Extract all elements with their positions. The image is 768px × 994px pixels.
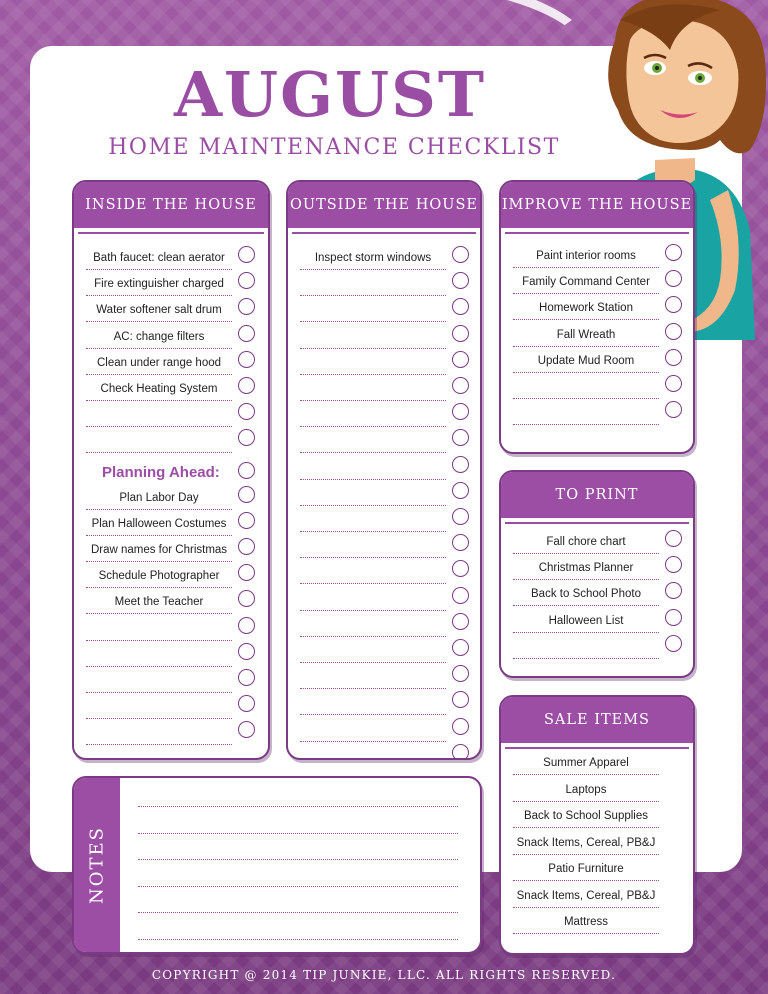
item-label: Fall Wreath — [556, 328, 616, 341]
dotted-line — [300, 610, 446, 611]
dotted-line — [86, 374, 232, 375]
dotted-line — [300, 295, 446, 296]
list-item — [513, 405, 659, 425]
dotted-line — [86, 348, 232, 349]
list-item — [300, 381, 446, 401]
checkbox-circle[interactable] — [452, 665, 469, 682]
list-item — [86, 621, 232, 641]
dotted-line — [300, 452, 446, 453]
checkbox-circle[interactable] — [665, 296, 682, 313]
list-item — [86, 673, 232, 693]
dotted-line — [86, 509, 232, 510]
list-item — [513, 353, 659, 373]
list-item — [513, 861, 659, 881]
dotted-line — [513, 267, 659, 268]
list-item — [86, 381, 232, 401]
checkbox-circle[interactable] — [665, 556, 682, 573]
list-item — [300, 538, 446, 558]
checkbox-circle[interactable] — [452, 534, 469, 551]
item-label: Clean under range hood — [96, 356, 222, 369]
item-label: Inspect storm windows — [314, 252, 432, 264]
list-item — [300, 591, 446, 611]
checkbox-circle[interactable] — [238, 695, 255, 712]
dotted-line — [513, 346, 659, 347]
dotted-line — [86, 561, 232, 562]
notes-line[interactable] — [138, 859, 458, 860]
checkbox-circle[interactable] — [238, 325, 255, 342]
panel-header — [74, 182, 268, 230]
dotted-line — [300, 636, 446, 637]
list-item — [300, 643, 446, 663]
dotted-line — [300, 321, 446, 322]
to-print-title: TO PRINT — [555, 487, 639, 503]
list-item — [86, 647, 232, 667]
dotted-line — [513, 319, 659, 320]
list-item — [86, 594, 232, 614]
list-item — [86, 355, 232, 375]
dotted-line — [86, 613, 232, 614]
planning-ahead-label: Planning Ahead: — [102, 463, 220, 481]
dotted-line — [513, 398, 659, 399]
list-item — [300, 669, 446, 689]
dotted-line — [513, 933, 659, 934]
list-item — [300, 355, 446, 375]
list-item — [513, 560, 659, 580]
panel-header — [288, 182, 480, 230]
list-item — [513, 534, 659, 554]
item-label: Fire extinguisher charged — [94, 278, 224, 291]
checkbox-circle[interactable] — [238, 721, 255, 738]
page-title: AUGUST — [173, 58, 487, 131]
notes-title: NOTES — [86, 826, 108, 904]
item-label: Paint interior rooms — [536, 250, 636, 262]
dotted-line — [86, 452, 232, 453]
list-item — [513, 379, 659, 399]
inside-the-house-panel — [72, 180, 270, 760]
page-subtitle: HOME MAINTENANCE CHECKLIST — [108, 135, 560, 160]
checkbox-circle[interactable] — [452, 587, 469, 604]
dotted-line — [300, 583, 446, 584]
item-label: Draw names for Christmas — [90, 544, 228, 556]
dotted-line — [300, 400, 446, 401]
dotted-line — [300, 714, 446, 715]
item-label: Plan Labor Day — [119, 491, 199, 504]
checkbox-circle[interactable] — [452, 613, 469, 630]
checkbox-circle[interactable] — [238, 617, 255, 634]
dotted-line — [513, 880, 659, 881]
checkbox-circle[interactable] — [238, 669, 255, 686]
copyright-text: COPYRIGHT @ 2014 TIP JUNKIE, LLC. ALL RIGHTS RESERVED. — [151, 968, 617, 982]
list-item — [300, 407, 446, 427]
list-item — [300, 433, 446, 453]
list-item — [86, 250, 232, 270]
list-item — [86, 329, 232, 349]
checkbox-circle[interactable] — [665, 323, 682, 340]
item-label: Laptops — [565, 783, 607, 796]
notes-line[interactable] — [138, 912, 458, 913]
dotted-line — [513, 424, 659, 425]
checkbox-circle[interactable] — [665, 609, 682, 626]
checkbox-circle[interactable] — [238, 590, 255, 607]
checkbox-circle[interactable] — [238, 377, 255, 394]
checkbox-circle[interactable] — [665, 635, 682, 652]
list-item — [513, 613, 659, 633]
item-label: Bath faucet: clean aerator — [93, 252, 225, 264]
dotted-line — [86, 535, 232, 536]
list-item — [300, 460, 446, 480]
panel-header — [501, 182, 693, 230]
list-item — [300, 722, 446, 742]
dotted-line — [513, 605, 659, 606]
checkbox-circle[interactable] — [452, 482, 469, 499]
checkbox-circle[interactable] — [452, 403, 469, 420]
item-label: Christmas Planner — [538, 562, 634, 575]
notes-panel — [72, 776, 482, 954]
checkbox-circle[interactable] — [238, 512, 255, 529]
dotted-line — [300, 479, 446, 480]
notes-line[interactable] — [138, 886, 458, 887]
panel-header — [501, 472, 693, 520]
item-label: Back to School Photo — [531, 588, 641, 601]
item-label: Fall chore chart — [546, 536, 626, 548]
list-item — [300, 302, 446, 322]
checkbox-circle[interactable] — [238, 272, 255, 289]
checkbox-circle[interactable] — [665, 244, 682, 261]
item-label: Halloween List — [548, 614, 624, 627]
item-label: Back to School Supplies — [523, 810, 649, 822]
list-item — [86, 516, 232, 536]
outside-the-house-panel — [286, 180, 482, 760]
improve-the-house-panel — [499, 180, 695, 454]
outside-title: OUTSIDE THE HOUSE — [289, 197, 479, 213]
list-item — [513, 808, 659, 828]
sale-items-panel — [499, 695, 695, 955]
dotted-line — [300, 557, 446, 558]
checkbox-circle[interactable] — [238, 538, 255, 555]
item-label: AC: change filters — [113, 330, 205, 343]
list-item — [513, 639, 659, 659]
list-item — [513, 300, 659, 320]
checkbox-circle[interactable] — [238, 403, 255, 420]
checkbox-circle[interactable] — [452, 691, 469, 708]
list-item — [513, 755, 659, 775]
list-item — [300, 250, 446, 270]
notes-line[interactable] — [138, 833, 458, 834]
list-item — [513, 274, 659, 294]
dotted-line — [86, 718, 232, 719]
item-label: Water softener salt drum — [96, 304, 222, 317]
list-item — [86, 699, 232, 719]
checkbox-circle[interactable] — [452, 325, 469, 342]
dotted-line — [513, 854, 659, 855]
list-item — [86, 433, 232, 453]
dotted-line — [300, 531, 446, 532]
to-print-panel — [499, 470, 695, 678]
checkbox-circle[interactable] — [665, 582, 682, 599]
checkbox-circle[interactable] — [238, 429, 255, 446]
list-item — [300, 748, 446, 760]
dotted-line — [86, 744, 232, 745]
list-item — [513, 835, 659, 855]
sale-title: SALE ITEMS — [544, 712, 650, 728]
checkbox-circle[interactable] — [452, 639, 469, 656]
list-item — [513, 888, 659, 908]
checkbox-circle[interactable] — [238, 486, 255, 503]
dotted-line — [86, 295, 232, 296]
checkbox-circle[interactable] — [452, 744, 469, 760]
checkbox-circle[interactable] — [665, 270, 682, 287]
improve-title: IMPROVE THE HOUSE — [501, 197, 693, 213]
checkbox-circle[interactable] — [665, 530, 682, 547]
list-item — [513, 914, 659, 934]
list-item — [300, 695, 446, 715]
dotted-line — [300, 741, 446, 742]
dotted-line — [513, 658, 659, 659]
list-item — [86, 725, 232, 745]
dotted-line — [86, 269, 232, 270]
checkbox-circle[interactable] — [452, 560, 469, 577]
checkbox-circle[interactable] — [238, 643, 255, 660]
checkbox-circle[interactable] — [452, 272, 469, 289]
checkbox-circle[interactable] — [238, 351, 255, 368]
list-item — [300, 564, 446, 584]
checkbox-circle[interactable] — [452, 429, 469, 446]
dotted-line — [300, 662, 446, 663]
dotted-line — [86, 426, 232, 427]
dotted-line — [513, 293, 659, 294]
notes-line[interactable] — [138, 939, 458, 940]
checkbox-circle[interactable] — [452, 351, 469, 368]
item-label: Family Command Center — [522, 276, 650, 289]
list-item — [513, 782, 659, 802]
item-label: Snack Items, Cereal, PB&J — [516, 889, 656, 902]
dotted-line — [86, 640, 232, 641]
dotted-line — [300, 688, 446, 689]
list-item — [86, 542, 232, 562]
notes-tab — [74, 778, 120, 952]
item-label: Patio Furniture — [548, 863, 624, 875]
list-item — [86, 407, 232, 427]
dotted-line — [86, 692, 232, 693]
checkbox-circle[interactable] — [452, 377, 469, 394]
dotted-line — [86, 587, 232, 588]
inside-title: INSIDE THE HOUSE — [85, 197, 257, 213]
dotted-line — [300, 374, 446, 375]
list-item — [300, 329, 446, 349]
dotted-line — [513, 774, 659, 775]
checkbox-circle[interactable] — [238, 246, 255, 263]
checkbox-circle[interactable] — [452, 456, 469, 473]
checkbox-circle[interactable] — [452, 508, 469, 525]
dotted-line — [300, 505, 446, 506]
list-item — [300, 486, 446, 506]
list-item — [86, 568, 232, 588]
dotted-line — [513, 372, 659, 373]
checkbox-circle[interactable] — [238, 298, 255, 315]
checkbox-circle[interactable] — [665, 401, 682, 418]
dotted-line — [513, 801, 659, 802]
dotted-line — [86, 666, 232, 667]
list-item — [300, 617, 446, 637]
checkbox-circle[interactable] — [452, 718, 469, 735]
dotted-line — [86, 400, 232, 401]
item-label: Check Heating System — [100, 383, 218, 395]
list-item — [300, 512, 446, 532]
checkbox-circle[interactable] — [665, 375, 682, 392]
list-item — [513, 327, 659, 347]
dotted-line — [513, 907, 659, 908]
panel-header — [501, 697, 693, 745]
dotted-line — [513, 827, 659, 828]
item-label: Plan Halloween Costumes — [91, 517, 227, 530]
checkbox-circle[interactable] — [665, 349, 682, 366]
list-item — [513, 248, 659, 268]
item-label: Homework Station — [539, 302, 633, 315]
notes-line[interactable] — [138, 806, 458, 807]
checkbox-circle[interactable] — [452, 246, 469, 263]
item-label: Snack Items, Cereal, PB&J — [516, 836, 656, 849]
checkbox-circle[interactable] — [452, 298, 469, 315]
dotted-line — [513, 553, 659, 554]
item-label: Schedule Photographer — [98, 570, 220, 583]
dotted-line — [300, 348, 446, 349]
item-label: Summer Apparel — [543, 757, 629, 769]
list-item — [86, 302, 232, 322]
item-label: Mattress — [563, 916, 609, 928]
list-item — [513, 586, 659, 606]
item-label: Meet the Teacher — [114, 596, 204, 609]
list-item — [86, 490, 232, 510]
dotted-line — [513, 632, 659, 633]
dotted-line — [300, 269, 446, 270]
checkbox-circle[interactable] — [238, 564, 255, 581]
list-item — [300, 276, 446, 296]
dotted-line — [513, 579, 659, 580]
dotted-line — [86, 321, 232, 322]
checkbox-circle[interactable] — [238, 462, 255, 479]
dotted-line — [300, 426, 446, 427]
list-item — [86, 276, 232, 296]
item-label: Update Mud Room — [537, 354, 635, 367]
